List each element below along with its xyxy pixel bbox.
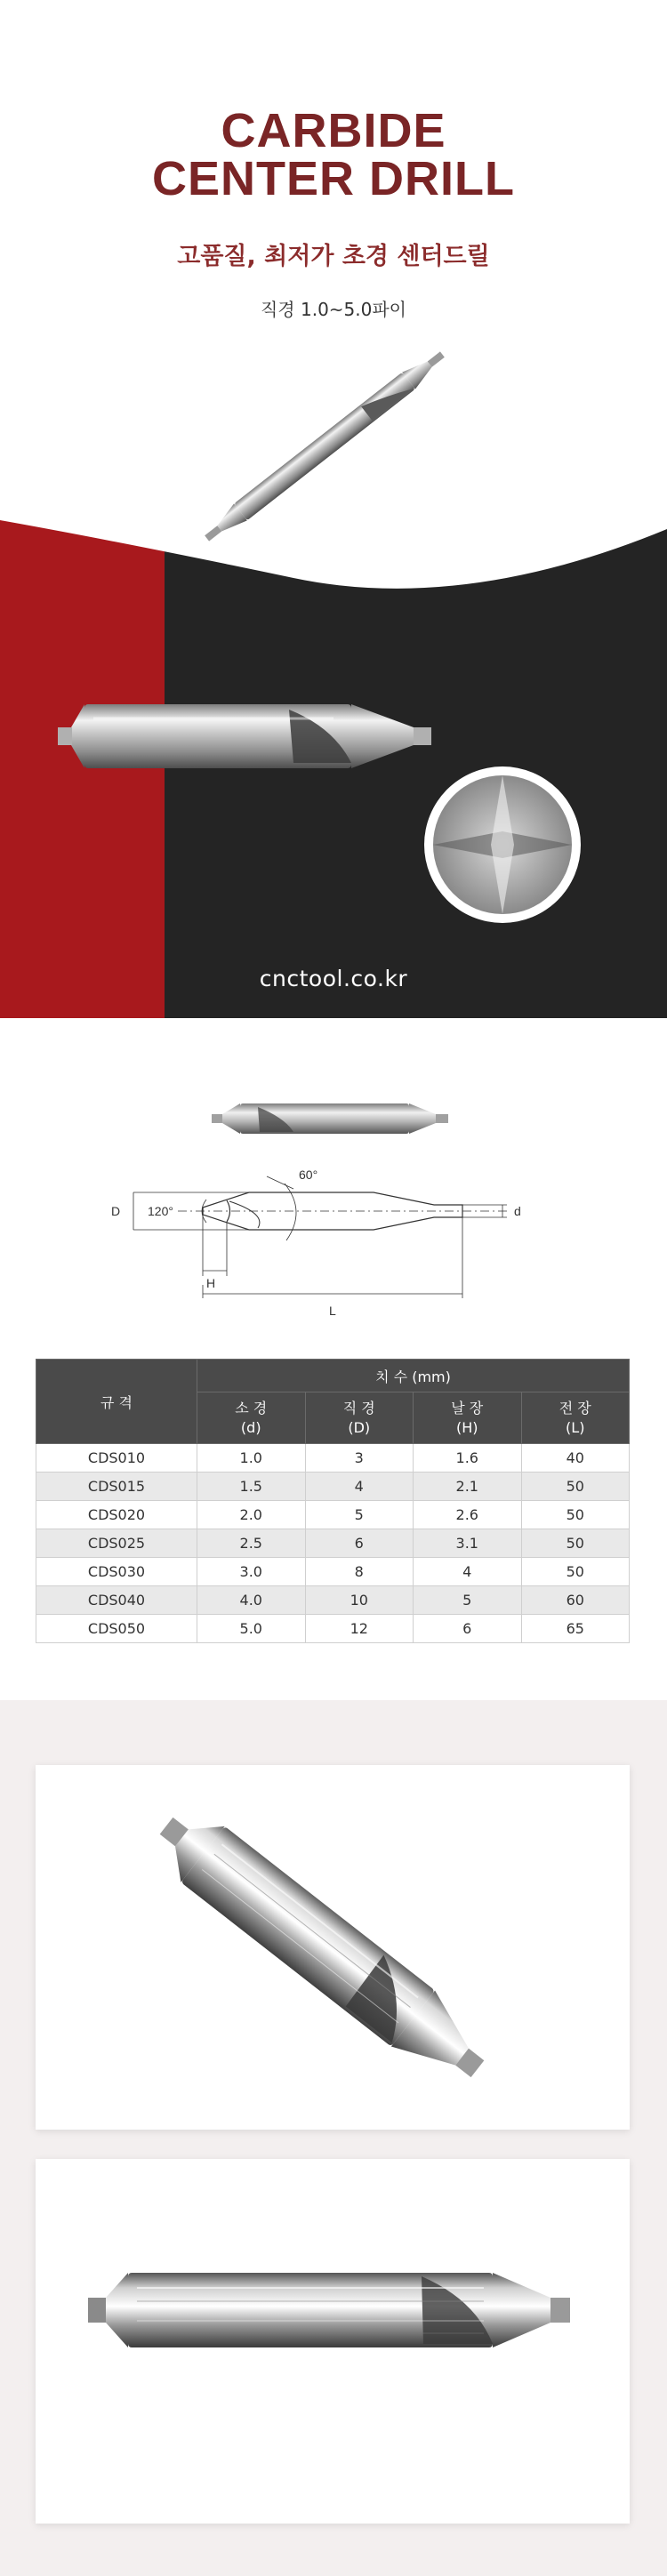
dimension-cell: 6 <box>305 1529 414 1558</box>
table-body <box>36 1444 630 1643</box>
dimension-cell: 50 <box>521 1473 630 1501</box>
table-row <box>36 1444 630 1473</box>
dimension-diagram <box>0 1018 667 1320</box>
dimension-cell: 60 <box>521 1586 630 1615</box>
dimension-cell: 50 <box>521 1501 630 1529</box>
dimension-cell: 5.0 <box>197 1615 306 1643</box>
dimension-cell: 40 <box>521 1444 630 1473</box>
dimension-cell: 2.5 <box>197 1529 306 1558</box>
dim-d-label: d <box>514 1204 521 1218</box>
column-header <box>305 1392 414 1444</box>
model-cell: CDS050 <box>36 1615 197 1643</box>
dimension-cell: 5 <box>414 1586 522 1615</box>
dim-H-label: H <box>206 1276 216 1290</box>
model-cell: CDS015 <box>36 1473 197 1501</box>
hero-section <box>0 0 667 1018</box>
model-cell: CDS030 <box>36 1558 197 1586</box>
dimension-cell: 1.0 <box>197 1444 306 1473</box>
dimension-cell: 4 <box>414 1558 522 1586</box>
table-row <box>36 1615 630 1643</box>
column-header-symbol: (L) <box>566 1418 585 1436</box>
dimension-cell: 6 <box>414 1615 522 1643</box>
product-photo-horizontal <box>36 2159 630 2524</box>
col-model-header: 규 격 <box>36 1360 197 1444</box>
dimension-cell: 50 <box>521 1529 630 1558</box>
column-header-name: 소 경 <box>235 1399 268 1416</box>
dimension-cell: 4 <box>305 1473 414 1501</box>
model-cell: CDS020 <box>36 1501 197 1529</box>
hero-title-line2: CENTER DRILL <box>152 152 515 205</box>
column-header-name: 전 장 <box>559 1399 591 1416</box>
spec-table <box>36 1359 630 1643</box>
column-header-name: 직 경 <box>342 1399 375 1416</box>
hero-diameter-range: 직경 1.0~5.0파이 <box>260 299 406 320</box>
table-row <box>36 1473 630 1501</box>
dimension-cell: 65 <box>521 1615 630 1643</box>
drill-image-diagonal <box>36 1765 630 2130</box>
drill-image-horizontal <box>36 2159 630 2524</box>
column-header <box>197 1392 306 1444</box>
column-header-name: 날 장 <box>451 1399 484 1416</box>
table-row <box>36 1586 630 1615</box>
column-header-symbol: (D) <box>348 1418 371 1436</box>
dimension-cell: 2.1 <box>414 1473 522 1501</box>
website-url[interactable]: cnctool.co.kr <box>259 966 408 991</box>
column-header <box>521 1392 630 1444</box>
table-row <box>36 1501 630 1529</box>
dimension-cell: 3.1 <box>414 1529 522 1558</box>
dimension-cell: 1.5 <box>197 1473 306 1501</box>
dimension-cell: 3.0 <box>197 1558 306 1586</box>
drill-photo-small <box>212 1103 448 1134</box>
table-row <box>36 1558 630 1586</box>
dimension-cell: 10 <box>305 1586 414 1615</box>
dimension-cell: 2.0 <box>197 1501 306 1529</box>
drill-line-drawing <box>133 1176 507 1298</box>
dimension-cell: 50 <box>521 1558 630 1586</box>
column-header <box>414 1392 522 1444</box>
dimension-cell: 12 <box>305 1615 414 1643</box>
dim-L-label: L <box>329 1304 336 1318</box>
product-photo-diagonal <box>36 1765 630 2130</box>
dimension-cell: 2.6 <box>414 1501 522 1529</box>
dim-D-label: D <box>111 1204 121 1218</box>
hero-subtitle: 고품질, 최저가 초경 센터드릴 <box>177 243 490 270</box>
column-header-symbol: (H) <box>455 1418 478 1436</box>
angle-120-label: 120° <box>148 1204 173 1218</box>
table-row <box>36 1529 630 1558</box>
model-cell: CDS025 <box>36 1529 197 1558</box>
model-cell: CDS010 <box>36 1444 197 1473</box>
dimension-cell: 1.6 <box>414 1444 522 1473</box>
angle-60-label: 60° <box>299 1168 318 1182</box>
column-header-symbol: (d) <box>240 1418 261 1436</box>
dimension-cell: 8 <box>305 1558 414 1586</box>
dimension-group-header: 치 수 (mm) <box>197 1360 630 1392</box>
hero-title-line1: CARBIDE <box>221 104 446 157</box>
dimension-cell: 3 <box>305 1444 414 1473</box>
model-cell: CDS040 <box>36 1586 197 1615</box>
dimension-cell: 5 <box>305 1501 414 1529</box>
dimension-cell: 4.0 <box>197 1586 306 1615</box>
